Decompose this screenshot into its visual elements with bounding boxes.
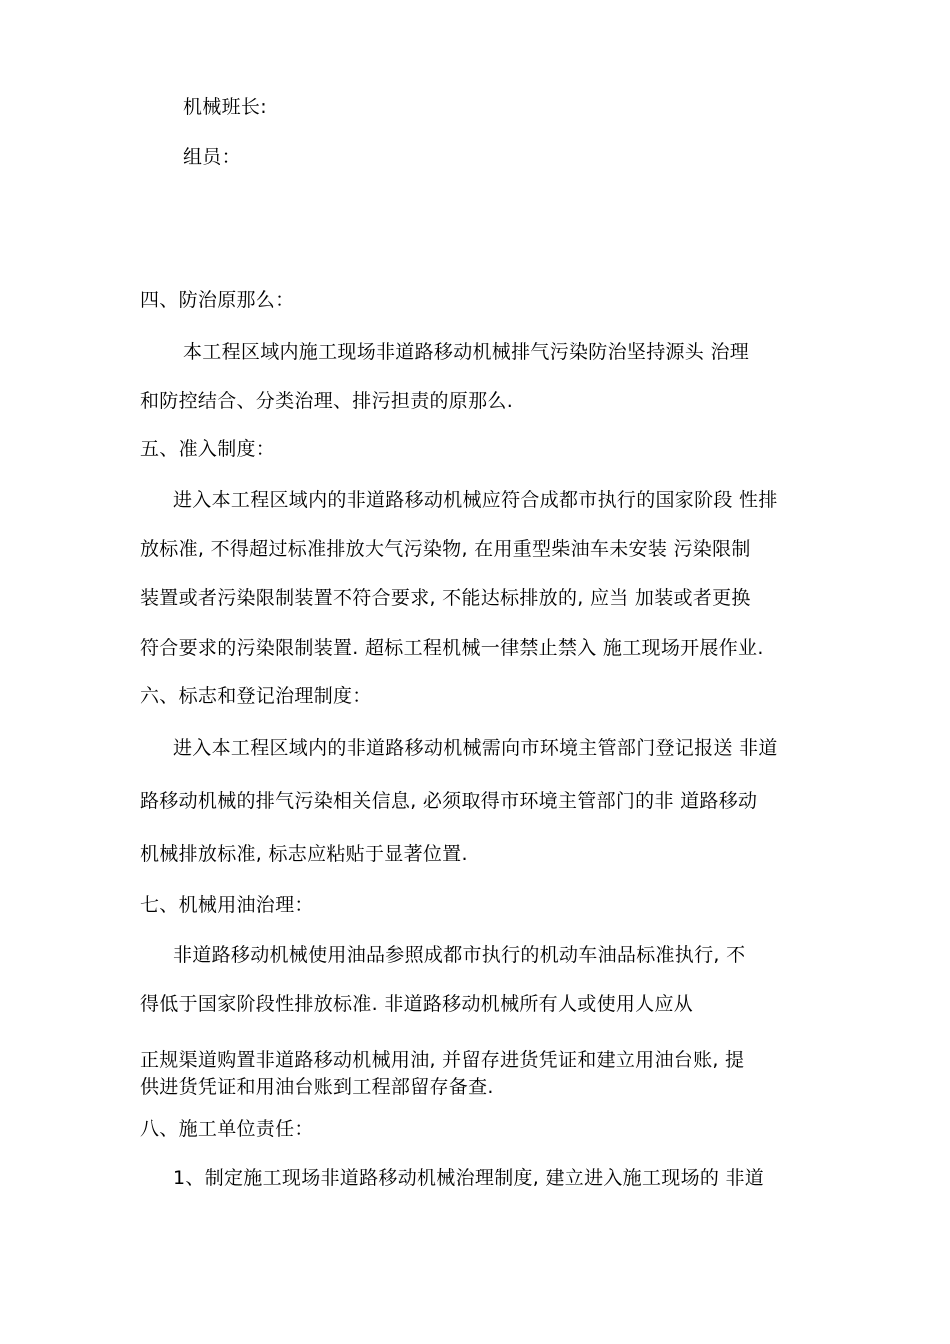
section-6-line-3: 机械排放标准, 标志应粘贴于显著位置.	[140, 843, 468, 865]
section-8-line-1: 1、制定施工现场非道路移动机械治理制度, 建立进入施工现场的 非道	[173, 1167, 765, 1189]
section-4-line-1: 本工程区域内施工现场非道路移动机械排气污染防治坚持源头 治理	[183, 341, 750, 363]
section-7-line-2: 得低于国家阶段性排放标准. 非道路移动机械所有人或使用人应从	[140, 993, 694, 1015]
section-7-heading: 七、机械用油治理：	[140, 894, 314, 916]
section-4-line-2: 和防控结合、分类治理、排污担责的原那么.	[140, 390, 514, 412]
section-5-heading: 五、准入制度：	[140, 438, 276, 460]
section-7-line-4: 供进货凭证和用油台账到工程部留存备查.	[140, 1076, 494, 1098]
section-5-line-4: 符合要求的污染限制装置. 超标工程机械一律禁止禁入 施工现场开展作业.	[140, 637, 764, 659]
team-leader-label: 机械班长:	[183, 96, 267, 118]
section-4-heading: 四、防治原那么：	[140, 289, 295, 311]
section-8-heading: 八、施工单位责任：	[140, 1118, 314, 1140]
section-7-line-1: 非道路移动机械使用油品参照成都市执行的机动车油品标准执行, 不	[173, 944, 746, 966]
section-6-line-2: 路移动机械的排气污染相关信息, 必须取得市环境主管部门的非 道路移动	[140, 790, 758, 812]
section-5-line-1: 进入本工程区域内的非道路移动机械应符合成都市执行的国家阶段 性排	[173, 489, 778, 511]
section-5-line-3: 装置或者污染限制装置不符合要求, 不能达标排放的, 应当 加装或者更换	[140, 587, 751, 609]
section-7-line-3: 正规渠道购置非道路移动机械用油, 并留存进货凭证和建立用油台账, 提	[140, 1049, 745, 1071]
section-6-line-1: 进入本工程区域内的非道路移动机械需向市环境主管部门登记报送 非道	[173, 737, 778, 759]
section-5-line-2: 放标准, 不得超过标准排放大气污染物, 在用重型柴油车未安装 污染限制	[140, 538, 751, 560]
member-label: 组员：	[183, 146, 241, 168]
section-6-heading: 六、标志和登记治理制度：	[140, 685, 372, 707]
